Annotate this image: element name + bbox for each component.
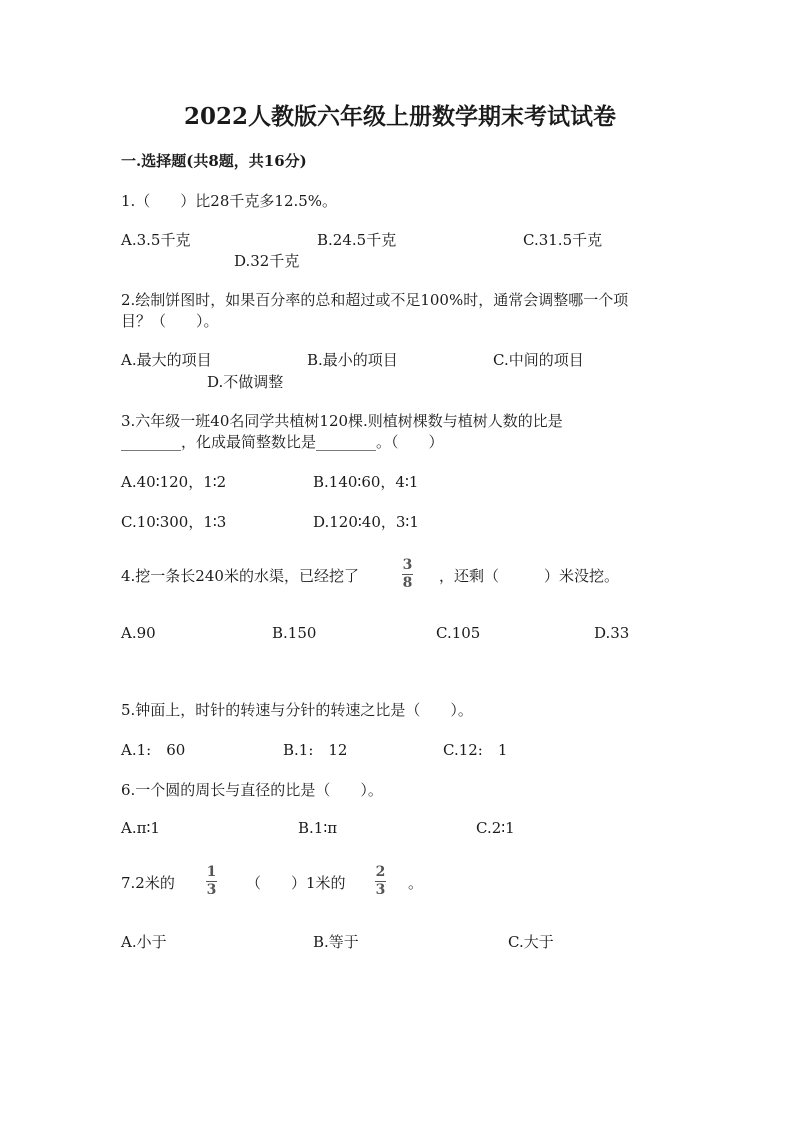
q1-option-b: B.24.5千克 (317, 231, 397, 249)
question-5-text: 5.钟面上，时针的转速与分针的转速之比是（ ）。 (121, 701, 473, 719)
q4-fraction (402, 558, 413, 591)
q3-option-c: C.10∶300，1∶3 (121, 513, 227, 531)
q3-option-a: A.40∶120，1∶2 (121, 473, 227, 491)
q4-option-d: D.33 (594, 624, 630, 642)
q5-option-c: C.12: 1 (443, 741, 508, 759)
q3-option-b: B.140∶60，4∶1 (313, 473, 419, 491)
question-4-part-1: 4.挖一条长240米的水渠，已经挖了 (121, 567, 359, 585)
page-title: 2022人教版六年级上册数学期末考试试卷 (183, 103, 616, 130)
q5-option-b: B.1: 12 (283, 741, 348, 759)
q6-option-b: B.1∶π (298, 819, 338, 837)
q6-option-c: C.2∶1 (476, 819, 515, 837)
q4-option-b: B.150 (272, 624, 317, 642)
q4-option-c: C.105 (436, 624, 481, 642)
q7-option-a: A.小于 (121, 933, 167, 951)
q2-option-b: B.最小的项目 (307, 351, 398, 369)
q7-fraction-2-denominator: 3 (375, 882, 386, 898)
question-7-part-3: 。 (408, 874, 424, 892)
q2-option-a: A.最大的项目 (121, 351, 212, 369)
question-1-text: 1.（ ）比28千克多12.5%。 (121, 192, 338, 210)
q7-fraction-2-numerator: 2 (375, 864, 386, 880)
q4-fraction-denominator: 8 (402, 575, 413, 591)
q7-option-c: C.大于 (508, 933, 554, 951)
question-3-line-2: ________，化成最简整数比是________。（ ） (121, 433, 444, 451)
q2-option-d: D.不做调整 (207, 373, 284, 391)
q3-option-d: D.120∶40，3∶1 (313, 513, 419, 531)
q7-option-b: B.等于 (313, 933, 359, 951)
question-6-text: 6.一个圆的周长与直径的比是（ ）。 (121, 781, 383, 799)
question-7-part-1: 7.2米的 (121, 874, 175, 892)
q4-fraction-numerator: 3 (402, 557, 413, 573)
q6-option-a: A.π∶1 (121, 819, 160, 837)
q7-fraction-1-denominator: 3 (206, 882, 217, 898)
section-heading: 一.选择题(共8题，共16分) (121, 152, 307, 170)
q1-option-a: A.3.5千克 (121, 231, 191, 249)
q1-option-d: D.32千克 (234, 252, 300, 270)
question-3-line-1: 3.六年级一班40名同学共植树120棵.则植树棵数与植树人数的比是 (121, 412, 563, 430)
question-2-line-2: 目？（ ）。 (121, 312, 219, 330)
question-4-part-2: ，还剩（ ）米没挖。 (439, 567, 620, 585)
q4-option-a: A.90 (121, 624, 156, 642)
question-7-part-2: （ ）1米的 (246, 874, 346, 892)
q7-fraction-2 (375, 865, 386, 898)
question-2-line-1: 2.绘制饼图时，如果百分率的总和超过或不足100%时，通常会调整哪一个项 (121, 291, 629, 309)
q5-option-a: A.1: 60 (121, 741, 186, 759)
q7-fraction-1 (206, 865, 217, 898)
q7-fraction-1-numerator: 1 (206, 864, 217, 880)
q2-option-c: C.中间的项目 (493, 351, 584, 369)
q1-option-c: C.31.5千克 (523, 231, 603, 249)
